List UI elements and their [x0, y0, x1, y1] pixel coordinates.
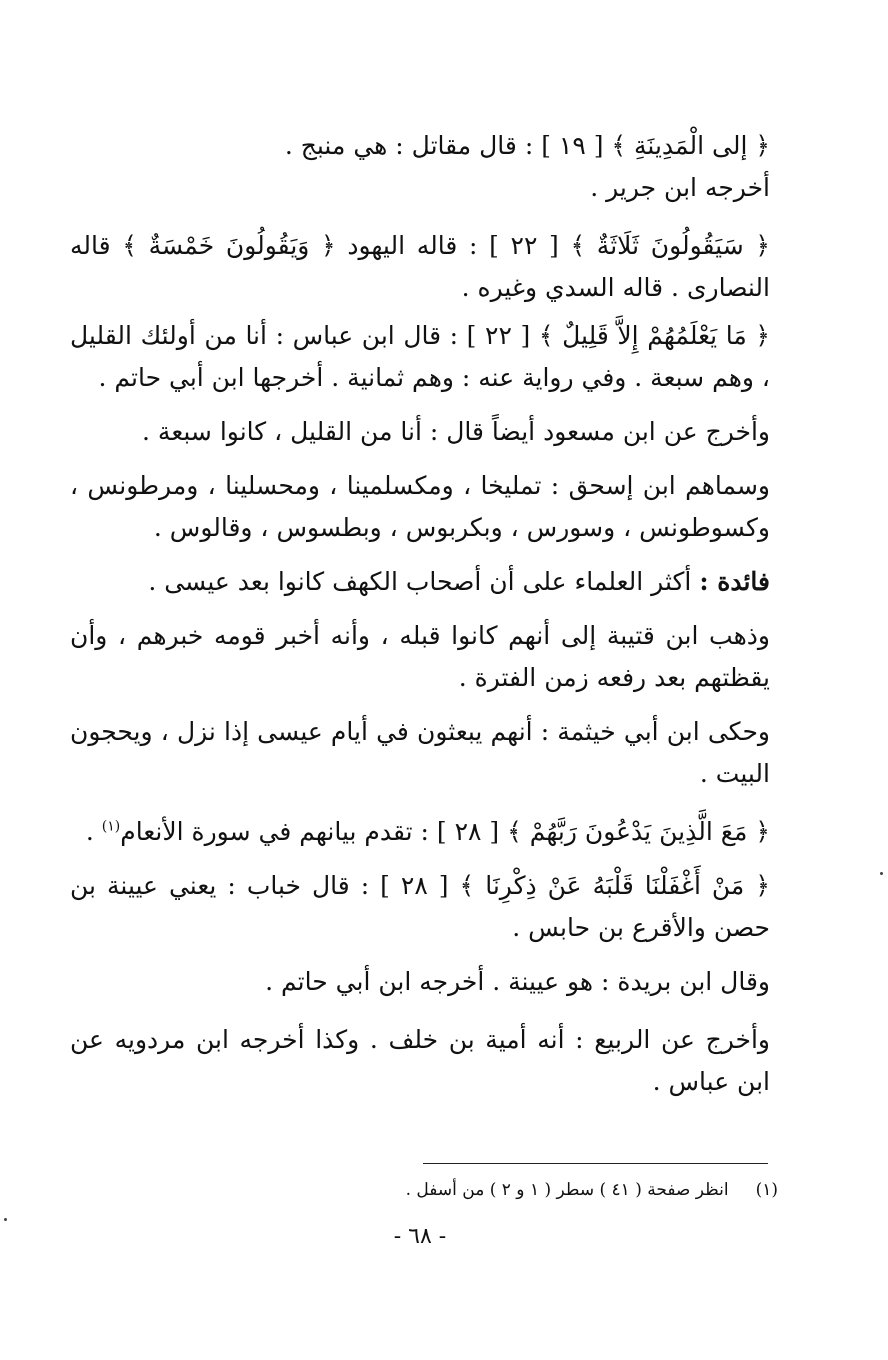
scan-speck [880, 872, 883, 875]
scan-speck [4, 1218, 7, 1221]
paragraph: ﴿ مَا يَعْلَمُهُمْ إِلاَّ قَلِيلٌ ﴾ [ ٢٢ ] : قال ابن عباس : أنا من أولئك القليل ، وهم سبعة . وفي رواية عنه : وهم ثمانية . أخرجها ابن أبي حاتم . [70, 321, 770, 392]
paragraph: ﴿ إلى الْمَدِينَةِ ﴾ [ ١٩ ] : قال مقاتل : هي منبج . [284, 131, 770, 160]
paragraph: وذهب ابن قتيبة إلى أنهم كانوا قبله ، وأنه أخبر قومه خبرهم ، وأن يقظتهم بعد رفعه زمن الفترة . [70, 621, 770, 692]
page-number: - ٦٨ - [393, 1224, 447, 1249]
footnote-reference: (١) [101, 818, 121, 835]
note-label: فائدة : [699, 567, 770, 596]
verse-text: ﴿ مَعَ الَّذِينَ يَدْعُونَ رَبَّهُمْ ﴾ [ ٢٨ ] : تقدم بيانهم في سورة الأنعام [120, 817, 770, 846]
footnote [300, 1180, 778, 1200]
paragraph: وأخرج عن الربيع : أنه أمية بن خلف . وكذا أخرجه ابن مردويه عن ابن عباس . [70, 1025, 770, 1096]
note-text: أكثر العلماء على أن أصحاب الكهف كانوا بعد عيسى . [148, 567, 692, 596]
footnote-divider [423, 1163, 768, 1164]
paragraph: وأخرج عن ابن مسعود أيضاً قال : أنا من القليل ، كانوا سبعة . [142, 417, 770, 446]
paragraph [70, 561, 770, 603]
paragraph [70, 811, 770, 853]
paragraph: ﴿ مَنْ أَغْفَلْنَا قَلْبَهُ عَنْ ذِكْرِنَا ﴾ [ ٢٨ ] : قال خباب : يعني عيينة بن حصن والأقرع بن حابس . [70, 871, 770, 942]
paragraph: أخرجه ابن جرير . [590, 173, 770, 202]
footnote-text: انظر صفحة ( ٤١ ) سطر ( ١ و ٢ ) من أسفل . [405, 1180, 729, 1200]
paragraph: وسماهم ابن إسحق : تمليخا ، ومكسلمينا ، ومحسلينا ، ومرطونس ، وكسوطونس ، وسورس ، وبكربوس ، وبطسوس ، وقالوس . [70, 471, 770, 542]
main-text [70, 0, 770, 1103]
paragraph: وحكى ابن أبي خيثمة : أنهم يبعثون في أيام عيسى إذا نزل ، ويحجون البيت . [70, 717, 770, 788]
paragraph: ﴿ سَيَقُولُونَ ثَلَاثَةٌ ﴾ [ ٢٢ ] : قاله اليهود ﴿ وَيَقُولُونَ خَمْسَةٌ ﴾ قاله النصارى . قاله السدي وغيره . [70, 231, 770, 302]
paragraph: وقال ابن بريدة : هو عيينة . أخرجه ابن أبي حاتم . [265, 967, 770, 996]
sentence-end: . [85, 817, 102, 846]
footnote-marker: (١) [755, 1180, 778, 1200]
